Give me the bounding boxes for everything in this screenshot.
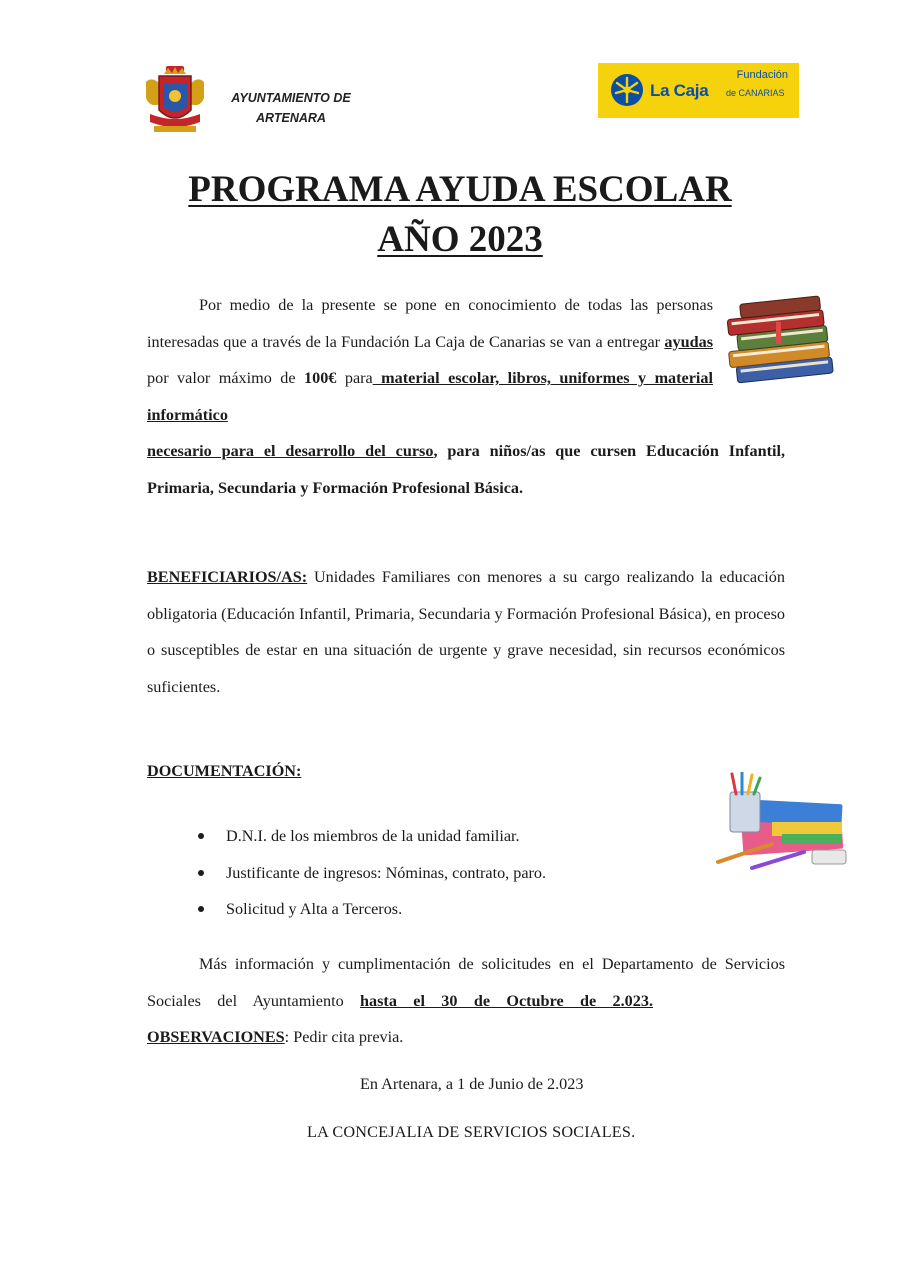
bullet-icon bbox=[198, 833, 204, 839]
observaciones-label: OBSERVACIONES bbox=[147, 1028, 285, 1047]
intro-paragraph-top bbox=[147, 287, 713, 433]
coat-of-arms-logo bbox=[142, 64, 208, 136]
place-date: En Artenara, a 1 de Junio de 2.023 bbox=[360, 1075, 584, 1093]
ayuntamiento-line1: AYUNTAMIENTO DE bbox=[231, 91, 351, 105]
deadline-highlight: hasta el 30 de Octubre de 2.023. bbox=[360, 991, 654, 1010]
signature-line: LA CONCEJALIA DE SERVICIOS SOCIALES. bbox=[307, 1123, 636, 1141]
bullet-icon bbox=[198, 906, 204, 912]
info-text: Más información y cumplimentación de solicitudes en el Departamento de Servicios Sociales del Ayuntamiento bbox=[147, 955, 785, 1010]
logo-fundacion-text: Fundación bbox=[736, 69, 788, 81]
intro-text-2: por valor máximo de bbox=[147, 369, 305, 388]
info-paragraph bbox=[147, 946, 785, 1056]
fundacion-la-caja-logo bbox=[598, 63, 799, 118]
intro-paragraph-bottom bbox=[147, 433, 785, 506]
list-item: D.N.I. de los miembros de la unidad familiar. bbox=[198, 818, 546, 855]
ayuntamiento-name bbox=[216, 88, 366, 128]
logo-canarias-text: de CANARIAS bbox=[726, 88, 785, 98]
documentacion-heading: DOCUMENTACIÓN: bbox=[147, 762, 302, 780]
title-line1: PROGRAMA AYUDA ESCOLAR bbox=[188, 169, 732, 210]
list-item: Solicitud y Alta a Terceros. bbox=[198, 891, 546, 928]
beneficiarios-paragraph bbox=[147, 559, 785, 705]
books-illustration bbox=[724, 292, 842, 396]
intro-text-4: , para niños/as que cursen Educación Infantil, Primaria, Secundaria y Formación Profesional Básica. bbox=[147, 442, 786, 497]
intro-underlined-rest: necesario para el desarrollo del curso bbox=[147, 442, 434, 460]
intro-underlined-inline: material escolar, libros, uniformes y material informático bbox=[147, 369, 713, 424]
amount-highlight: 100€ bbox=[304, 369, 337, 388]
observaciones-text: : Pedir cita previa. bbox=[284, 1028, 404, 1047]
intro-text-3: para bbox=[336, 369, 373, 388]
school-supplies-illustration bbox=[712, 772, 858, 872]
beneficiarios-label: BENEFICIARIOS/AS: bbox=[147, 568, 308, 586]
documentacion-list bbox=[198, 818, 546, 928]
ayuntamiento-line2: ARTENARA bbox=[256, 111, 326, 125]
sun-palm-icon bbox=[610, 73, 644, 107]
list-item: Justificante de ingresos: Nóminas, contrato, paro. bbox=[198, 855, 546, 892]
logo-lacaja-text: La Caja bbox=[650, 81, 709, 100]
beneficiarios-text: Unidades Familiares con menores a su cargo realizando la educación obligatoria (Educación Infantil, Primaria, Secundaria y Formación Profesional Básica), en proceso o susceptibles de estar en una situación de urgente y grave necesidad, sin recursos económicos suficientes. bbox=[147, 568, 785, 696]
title-line2: AÑO 2023 bbox=[377, 219, 543, 260]
ayudas-highlight: ayudas bbox=[664, 332, 713, 351]
bullet-icon bbox=[198, 870, 204, 876]
intro-text-1: Por medio de la presente se pone en conocimiento de todas las personas interesadas que a través de la Fundación La Caja de Canarias se van a entregar bbox=[147, 296, 713, 351]
